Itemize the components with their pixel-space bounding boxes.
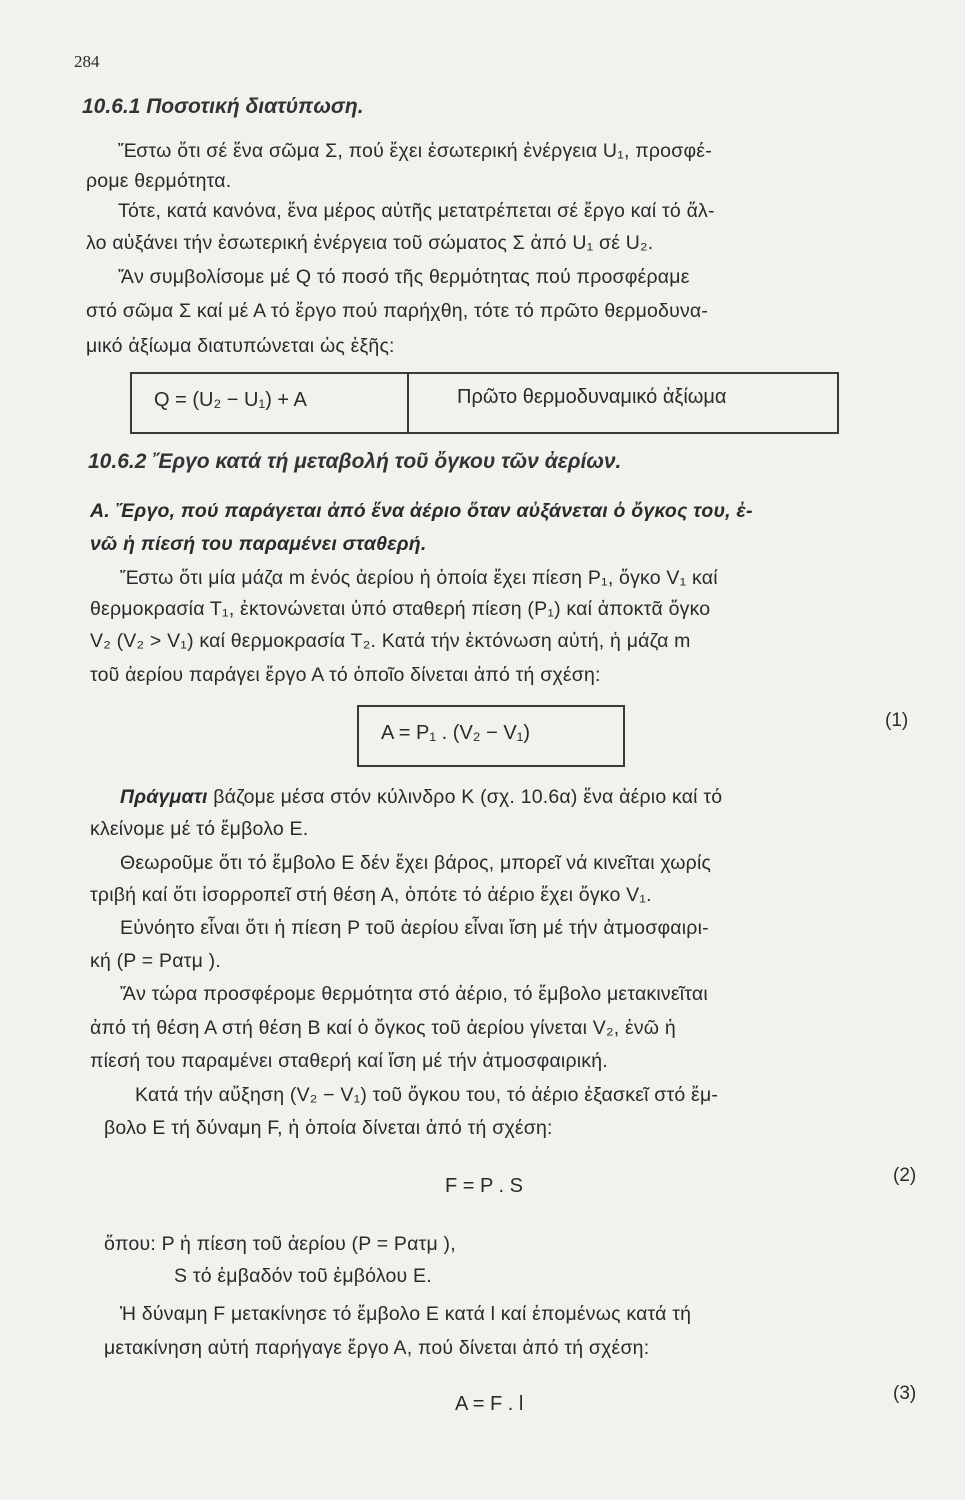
equation-3: A = F . l [455,1393,524,1415]
text-line: Ἄν τώρα προσφέρομε θερμότητα στό ἀέριο, τό ἔμβολο μετακινεῖται [120,983,708,1005]
text-line: θερμοκρασία Τ₁, ἐκτονώνεται ὑπό σταθερή πίεση (P₁) καί ἀποκτᾶ ὄγκο [90,598,711,620]
text-line: κλείνομε μέ τό ἔμβολο Ε. [90,818,309,840]
text-line: τριβή καί ὅτι ἰσορροπεῖ στή θέση Α, ὁπότε τό ἀέριο ἔχει ὄγκο V₁. [90,884,652,906]
section-title-10-6-2: 10.6.2 Ἔργο κατά τή μεταβολή τοῦ ὄγκου τῶν ἀερίων. [88,450,622,473]
text-line: V₂ (V₂ > V₁) καί θερμοκρασία Τ₂. Κατά τήν ἐκτόνωση αὐτή, ἡ μάζα m [90,630,691,652]
text-line: Ἔστω ὅτι σέ ἕνα σῶμα Σ, πού ἔχει ἐσωτερική ἐνέργεια U₁, προσφέ- [118,140,712,162]
first-law-box [130,372,839,434]
text-line: τοῦ ἀερίου παράγει ἔργο Α τό ὁποῖο δίνεται ἀπό τή σχέση: [90,664,601,686]
subsection-title-a-cont: νῶ ἡ πίεσή του παραμένει σταθερή. [90,533,427,555]
equation-3-number: (3) [893,1383,917,1404]
text-line: πίεσή του παραμένει σταθερή καί ἴση μέ τήν ἀτμοσφαιρική. [90,1050,608,1072]
text-line: Τότε, κατά κανόνα, ἕνα μέρος αὐτῆς μετατρέπεται σέ ἔργο καί τό ἄλ- [118,200,715,222]
text-line: μετακίνηση αὐτή παρήγαγε ἔργο Α, πού δίνεται ἀπό τή σχέση: [104,1337,650,1359]
text-line: μικό ἀξίωμα διατυπώνεται ὡς ἑξῆς: [86,335,395,357]
box-divider [407,374,409,432]
equation-1-box [357,705,625,767]
equation-2-number: (2) [893,1165,917,1186]
text-line: Ἄν συμβολίσομε μέ Q τό ποσό τῆς θερμότητας πού προσφέραμε [118,266,690,288]
text-line: ρομε θερμότητα. [86,170,232,192]
emphasis-word: Πράγματι [120,786,208,808]
text-line: λο αὐξάνει τήν ἐσωτερική ἐνέργεια τοῦ σώματος Σ ἀπό U₁ σέ U₂. [86,232,654,254]
text-line: ἀπό τή θέση Α στή θέση Β καί ὁ ὄγκος τοῦ ἀερίου γίνεται V₂, ἐνῶ ἡ [90,1017,676,1039]
equation-1-number: (1) [885,710,909,731]
where-line-2: S τό ἐμβαδόν τοῦ ἐμβόλου Ε. [174,1265,432,1287]
text-line: Εὐνόητο εἶναι ὅτι ἡ πίεση Ρ τοῦ ἀερίου εἶναι ἴση μέ τήν ἀτμοσφαιρι- [120,917,709,939]
first-law-formula: Q = (U₂ − U₁) + A [154,389,307,411]
text-line: Ἔστω ὅτι μία μάζα m ἑνός ἀερίου ἡ ὁποία ἔχει πίεση P₁, ὄγκο V₁ καί [120,567,718,589]
subsection-title-a: Α. Ἔργο, πού παράγεται ἀπό ἕνα ἀέριο ὅταν αὐξάνεται ὁ ὄγκος του, ἐ- [90,500,753,522]
first-law-label: Πρῶτο θερμοδυναμικό ἀξίωμα [457,386,727,408]
section-title-10-6-1: 10.6.1 Ποσοτική διατύπωση. [82,95,364,118]
text-line: στό σῶμα Σ καί μέ Α τό ἔργο πού παρήχθη, τότε τό πρῶτο θερμοδυνα- [86,300,709,322]
equation-2: F = P . S [445,1175,523,1197]
text-line: κή (P = Pατμ ). [90,950,221,972]
text-line: βολο Ε τή δύναμη F, ἡ ὁποία δίνεται ἀπό τή σχέση: [104,1117,553,1139]
page-number: 284 [74,52,100,71]
where-line-1: ὅπου: Ρ ἡ πίεση τοῦ ἀερίου (P = Pατμ ), [104,1233,456,1255]
equation-1: A = P₁ . (V₂ − V₁) [381,722,531,744]
text-line: Θεωροῦμε ὅτι τό ἔμβολο Ε δέν ἔχει βάρος, μπορεῖ νά κινεῖται χωρίς [120,852,712,874]
text-line: Ἡ δύναμη F μετακίνησε τό ἔμβολο Ε κατά l καί ἐπομένως κατά τή [120,1303,692,1325]
text-line: Πράγματι βάζομε μέσα στόν κύλινδρο Κ (σχ. 10.6α) ἕνα ἀέριο καί τό [120,786,723,808]
text-line: Κατά τήν αὔξηση (V₂ − V₁) τοῦ ὄγκου του, τό ἀέριο ἐξασκεῖ στό ἔμ- [135,1084,719,1106]
